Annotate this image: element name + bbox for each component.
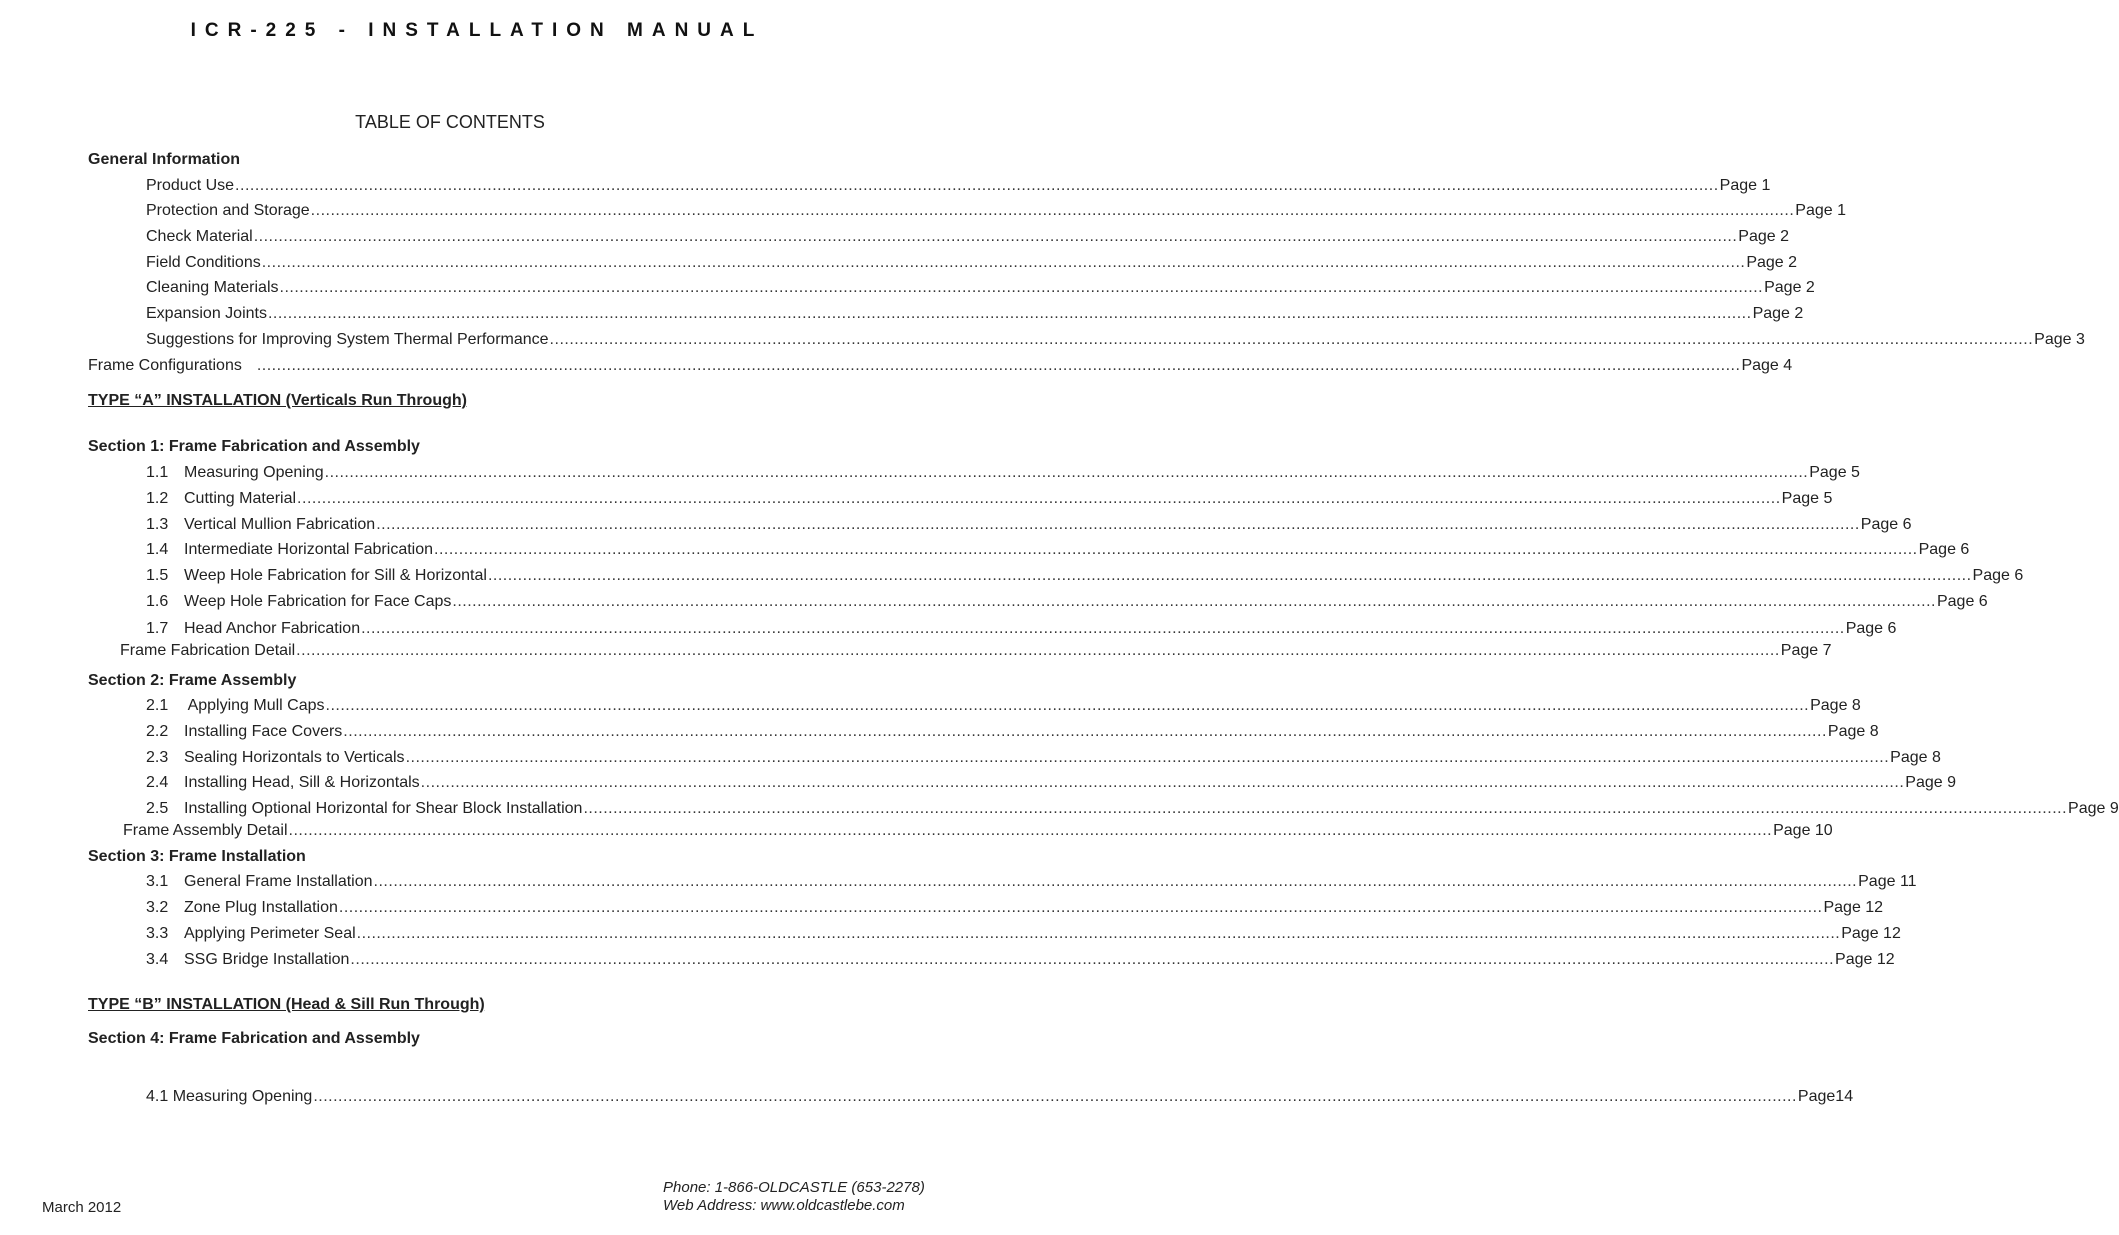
section-4-heading: Section 4: Frame Fabrication and Assembly — [88, 1030, 420, 1047]
toc-entry[interactable] — [146, 254, 1798, 274]
leader-dots: ............................................................................................................................................................................................................................................................................................................ — [343, 723, 1827, 740]
leader-dots: ............................................................................................................................................................................................................................................................................................................ — [253, 228, 1738, 245]
toc-entry-page: Page 9 — [2068, 800, 2119, 817]
toc-entry-label: Applying Perimeter Seal — [184, 925, 356, 942]
toc-entry-label: 4.1 Measuring Opening — [146, 1088, 313, 1105]
toc-entry[interactable] — [146, 873, 1917, 893]
toc-entry[interactable] — [146, 723, 1879, 743]
toc-entry-label: Frame Fabrication Detail — [120, 642, 296, 659]
toc-entry-number: 2.3 — [146, 749, 169, 766]
toc-entry-label: Check Material — [146, 228, 253, 245]
toc-entry-label: Installing Optional Horizontal for Shear Block Installation — [184, 800, 583, 817]
toc-entry-number: 3.1 — [146, 873, 169, 890]
toc-entry-number: 2.2 — [146, 723, 169, 740]
toc-entry-label: Zone Plug Installation — [184, 899, 338, 916]
toc-entry-number: 2.5 — [146, 800, 169, 817]
toc-entry-label: Installing Head, Sill & Horizontals — [184, 774, 420, 791]
toc-entry-number: 1.1 — [146, 464, 169, 481]
leader-dots: ............................................................................................................................................................................................................................................................................................................ — [325, 697, 1810, 714]
toc-entry-page: Page 12 — [1835, 951, 1895, 968]
toc-entry-page: Page 9 — [1905, 774, 1956, 791]
toc-entry[interactable] — [146, 1088, 1854, 1108]
toc-entry-number: 3.3 — [146, 925, 169, 942]
toc-entry-label: Cleaning Materials — [146, 279, 279, 296]
toc-entry[interactable] — [123, 822, 1833, 842]
toc-entry-label: Field Conditions — [146, 254, 261, 271]
toc-entry[interactable] — [146, 749, 1941, 769]
leader-dots: ............................................................................................................................................................................................................................................................................................................ — [288, 822, 1773, 839]
footer-phone: Phone: 1-866-OLDCASTLE (653-2278) — [663, 1179, 925, 1196]
toc-entry-page: Page 8 — [1827, 723, 1879, 740]
section-2-heading: Section 2: Frame Assembly — [88, 672, 297, 689]
toc-entry[interactable] — [146, 774, 1956, 794]
leader-dots: ............................................................................................................................................................................................................................................................................................................ — [583, 800, 2068, 817]
leader-dots: ............................................................................................................................................................................................................................................................................................................ — [324, 464, 1809, 481]
toc-entry[interactable] — [146, 800, 2119, 820]
toc-entry-page: Page 7 — [1780, 642, 1832, 659]
toc-entry-number: 1.3 — [146, 516, 169, 533]
toc-entry-page: Page 8 — [1810, 697, 1861, 714]
toc-entry[interactable] — [146, 490, 1833, 510]
toc-entry[interactable] — [146, 177, 1771, 197]
toc-entry-label: Intermediate Horizontal Fabrication — [184, 541, 434, 558]
document-header: ICR-225 - INSTALLATION MANUAL — [190, 20, 764, 41]
toc-entry[interactable] — [146, 697, 1861, 717]
toc-entry[interactable] — [146, 899, 1884, 919]
toc-entry[interactable] — [146, 305, 1804, 325]
leader-dots: ............................................................................................................................................................................................................................................................................................................ — [256, 357, 1741, 374]
toc-entry[interactable] — [146, 951, 1895, 971]
toc-entry[interactable] — [146, 279, 1815, 299]
toc-entry-number: 3.2 — [146, 899, 169, 916]
toc-entry[interactable] — [146, 620, 1897, 640]
toc-entry-page: Page 12 — [1841, 925, 1901, 942]
toc-entry-page: Page 5 — [1809, 464, 1860, 481]
type-b-heading: TYPE “B” INSTALLATION (Head & Sill Run Through) — [88, 996, 485, 1013]
section-1-heading: Section 1: Frame Fabrication and Assembly — [88, 438, 420, 455]
toc-entry-page: Page 4 — [1741, 357, 1793, 374]
footer-date: March 2012 — [42, 1199, 122, 1216]
leader-dots: ............................................................................................................................................................................................................................................................................................................ — [420, 774, 1905, 791]
leader-dots: ............................................................................................................................................................................................................................................................................................................ — [405, 749, 1890, 766]
toc-entry-page: Page 6 — [1918, 541, 1970, 558]
toc-entry-label: Suggestions for Improving System Thermal Performance — [146, 331, 549, 348]
toc-entry-page: Page 6 — [1845, 620, 1897, 637]
toc-entry[interactable] — [146, 331, 2085, 351]
toc-entry-label: General Frame Installation — [184, 873, 373, 890]
toc-title: TABLE OF CONTENTS — [355, 112, 545, 132]
leader-dots: ............................................................................................................................................................................................................................................................................................................ — [373, 873, 1858, 890]
leader-dots: ............................................................................................................................................................................................................................................................................................................ — [296, 642, 1780, 659]
footer-web-address: Web Address: www.oldcastlebe.com — [663, 1197, 905, 1214]
toc-entry[interactable] — [146, 228, 1790, 248]
leader-dots: ............................................................................................................................................................................................................................................................................................................ — [350, 951, 1835, 968]
toc-entry[interactable] — [146, 593, 1988, 613]
leader-dots: ............................................................................................................................................................................................................................................................................................................ — [487, 567, 1972, 584]
toc-entry-page: Page 1 — [1795, 202, 1846, 219]
toc-entry-page: Page 1 — [1719, 177, 1771, 194]
toc-entry-page: Page 8 — [1890, 749, 1941, 766]
toc-entry-label: Frame Assembly Detail — [123, 822, 288, 839]
leader-dots: ............................................................................................................................................................................................................................................................................................................ — [549, 331, 2034, 348]
leader-dots: ............................................................................................................................................................................................................................................................................................................ — [235, 177, 1719, 194]
footer-contact — [663, 1179, 925, 1215]
toc-entry[interactable] — [146, 464, 1860, 484]
leader-dots: ............................................................................................................................................................................................................................................................................................................ — [356, 925, 1841, 942]
toc-entry-label: Protection and Storage — [146, 202, 310, 219]
leader-dots: ............................................................................................................................................................................................................................................................................................................ — [338, 899, 1823, 916]
toc-entry-label: Product Use — [146, 177, 235, 194]
toc-entry-number: 1.4 — [146, 541, 169, 558]
toc-entry-number: 1.6 — [146, 593, 169, 610]
leader-dots: ............................................................................................................................................................................................................................................................................................................ — [297, 490, 1781, 507]
toc-entry[interactable] — [88, 357, 1793, 377]
leader-dots: ............................................................................................................................................................................................................................................................................................................ — [267, 305, 1752, 322]
toc-entry[interactable] — [146, 567, 2024, 587]
section-3-heading: Section 3: Frame Installation — [88, 848, 306, 865]
toc-entry-label: Expansion Joints — [146, 305, 267, 322]
toc-entry-page: Page 6 — [1936, 593, 1988, 610]
toc-entry-label: Vertical Mullion Fabrication — [184, 516, 376, 533]
toc-entry-page: Page 6 — [1972, 567, 2024, 584]
leader-dots: ............................................................................................................................................................................................................................................................................................................ — [452, 593, 1936, 610]
toc-entry-number: 2.1 — [146, 697, 169, 714]
toc-entry-label: Measuring Opening — [184, 464, 324, 481]
leader-dots: ............................................................................................................................................................................................................................................................................................................ — [310, 202, 1795, 219]
toc-entry-label: Weep Hole Fabrication for Sill & Horizontal — [184, 567, 487, 584]
leader-dots: ............................................................................................................................................................................................................................................................................................................ — [434, 541, 1918, 558]
toc-entry-page: Page 2 — [1738, 228, 1790, 245]
toc-entry-page: Page14 — [1797, 1088, 1854, 1105]
toc-entry-label: Applying Mull Caps — [184, 697, 325, 714]
toc-entry-label: Frame Configurations — [88, 357, 242, 374]
toc-entry-number: 1.7 — [146, 620, 169, 637]
toc-entry-label: Cutting Material — [184, 490, 297, 507]
toc-entry-page: Page 11 — [1858, 873, 1917, 890]
leader-dots: ............................................................................................................................................................................................................................................................................................................ — [361, 620, 1845, 637]
toc-entry-number: 2.4 — [146, 774, 169, 791]
toc-entry-page: Page 2 — [1764, 279, 1815, 296]
general-information-heading: General Information — [88, 151, 241, 168]
toc-entry-number: 3.4 — [146, 951, 169, 968]
toc-entry[interactable] — [146, 516, 1912, 536]
toc-entry-page: Page 6 — [1860, 516, 1912, 533]
leader-dots: ............................................................................................................................................................................................................................................................................................................ — [313, 1088, 1797, 1105]
toc-entry-page: Page 12 — [1823, 899, 1884, 916]
leader-dots: ............................................................................................................................................................................................................................................................................................................ — [376, 516, 1860, 533]
toc-entry[interactable] — [146, 202, 1846, 222]
toc-entry-label: SSG Bridge Installation — [184, 951, 350, 968]
toc-entry[interactable] — [146, 541, 1970, 561]
toc-entry[interactable] — [146, 925, 1901, 945]
toc-entry-label: Installing Face Covers — [184, 723, 343, 740]
toc-entry-label: Head Anchor Fabrication — [184, 620, 361, 637]
toc-entry-number: 1.5 — [146, 567, 169, 584]
toc-entry-label: Weep Hole Fabrication for Face Caps — [184, 593, 452, 610]
toc-entry-page: Page 2 — [1752, 305, 1804, 322]
toc-entry-number: 1.2 — [146, 490, 169, 507]
toc-entry-page: Page 3 — [2034, 331, 2085, 348]
toc-entry-label: Sealing Horizontals to Verticals — [184, 749, 405, 766]
toc-entry-page: Page 2 — [1746, 254, 1798, 271]
leader-dots: ............................................................................................................................................................................................................................................................................................................ — [261, 254, 1746, 271]
leader-dots: ............................................................................................................................................................................................................................................................................................................ — [279, 279, 1764, 296]
toc-entry-page: Page 5 — [1781, 490, 1833, 507]
toc-entry[interactable] — [120, 642, 1832, 662]
toc-entry-page: Page 10 — [1773, 822, 1833, 839]
type-a-heading: TYPE “A” INSTALLATION (Verticals Run Through) — [88, 392, 467, 409]
